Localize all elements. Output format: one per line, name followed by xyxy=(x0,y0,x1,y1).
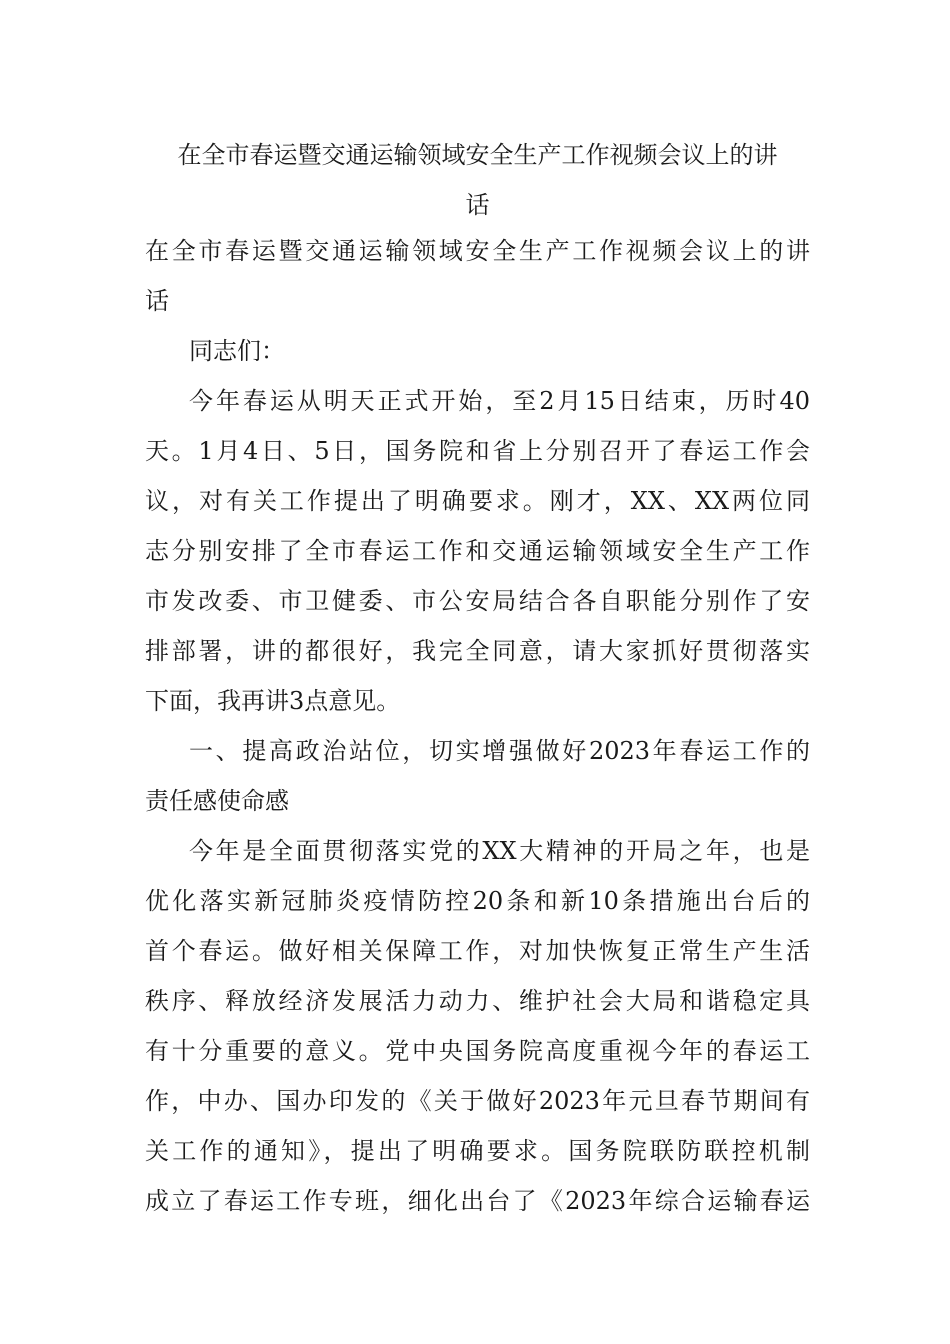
document-body xyxy=(145,226,810,1226)
body-text-line: 首个春运。做好相关保障工作，对加快恢复正常生产生活 xyxy=(145,937,810,965)
body-text-line: 责任感使命感 xyxy=(145,787,289,815)
body-text-line: 话 xyxy=(145,287,169,315)
body-text-line: 今年春运从明天正式开始，至2月15日结束，历时40 xyxy=(189,387,810,415)
body-text-line: 同志们： xyxy=(189,337,285,365)
body-text-line: 天。1月4日、5日，国务院和省上分别召开了春运工作会 xyxy=(145,437,810,465)
body-text-line: 作，中办、国办印发的《关于做好2023年元旦春节期间有 xyxy=(145,1087,810,1115)
body-text-line: 议，对有关工作提出了明确要求。刚才，XX、XX两位同 xyxy=(145,487,810,515)
body-text-line: 秩序、释放经济发展活力动力、维护社会大局和谐稳定具 xyxy=(145,987,810,1015)
body-text-line: 一、提高政治站位，切实增强做好2023年春运工作的 xyxy=(189,737,810,765)
body-text-line: 市发改委、市卫健委、市公安局结合各自职能分别作了安 xyxy=(145,587,810,615)
body-text-line: 排部署，讲的都很好，我完全同意，请大家抓好贯彻落实 xyxy=(145,637,810,665)
body-text-line: 有十分重要的意义。党中央国务院高度重视今年的春运工 xyxy=(145,1037,810,1065)
body-text-line: 优化落实新冠肺炎疫情防控20条和新10条措施出台后的 xyxy=(145,887,810,915)
body-text-line: 志分别安排了全市春运工作和交通运输领域安全生产工作 xyxy=(145,537,810,565)
body-text-line: 今年是全面贯彻落实党的XX大精神的开局之年，也是 xyxy=(189,837,810,865)
document-title-line-2: 话 xyxy=(465,191,490,219)
body-text-line: 成立了春运工作专班，细化出台了《2023年综合运输春运 xyxy=(145,1187,810,1215)
body-text-line: 关工作的通知》，提出了明确要求。国务院联防联控机制 xyxy=(145,1137,810,1165)
body-text-line: 在全市春运暨交通运输领域安全生产工作视频会议上的讲 xyxy=(145,237,810,265)
document-title-line-1: 在全市春运暨交通运输领域安全生产工作视频会议上的讲 xyxy=(177,141,778,169)
body-text-line: 下面，我再讲3点意见。 xyxy=(145,687,401,715)
